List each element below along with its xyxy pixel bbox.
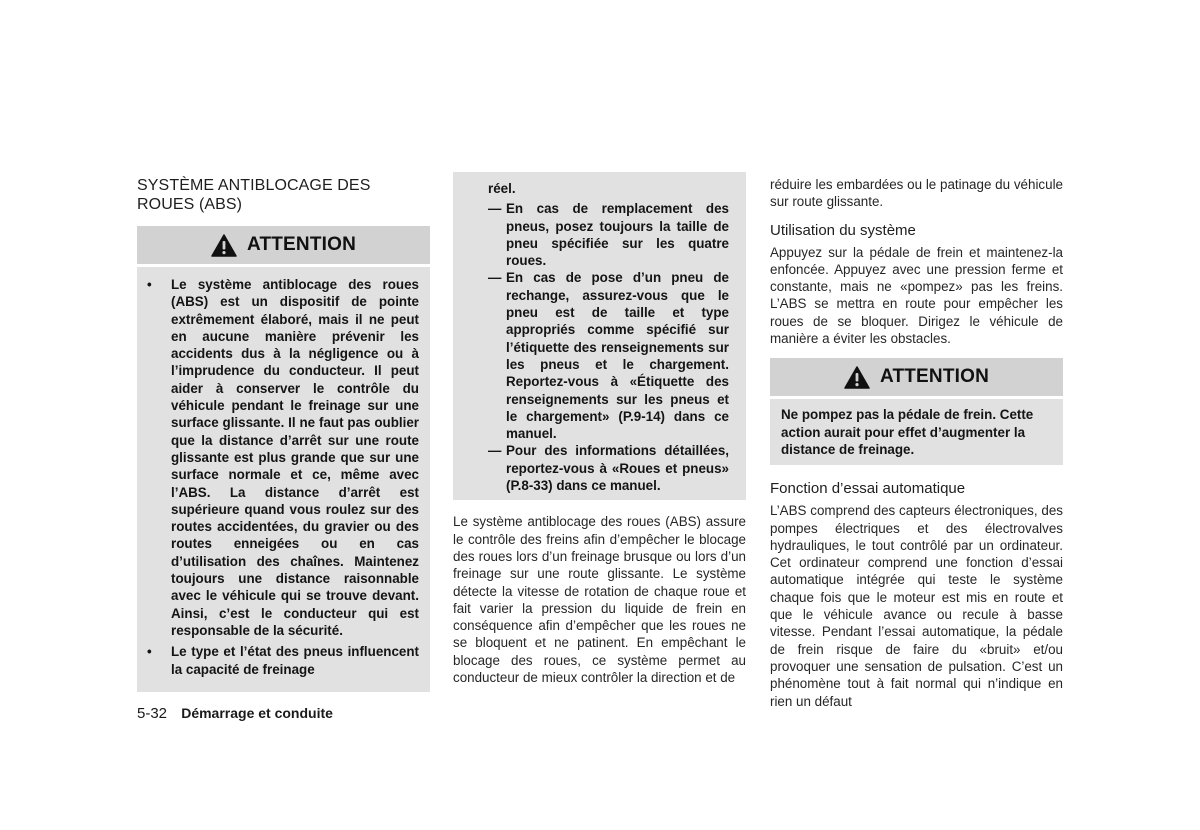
subsection-title-self-test: Fonction d’essai automatique: [770, 480, 966, 498]
warning-body: [137, 267, 430, 692]
footer-section-name: Démarrage et conduite: [181, 705, 333, 721]
warning-text: Ne pompez pas la pédale de frein. Cette action aurait pour effet d’augmenter la distance de freinage.: [781, 407, 1034, 457]
section-title: SYSTÈME ANTIBLOCAGE DES ROUES (ABS): [137, 177, 371, 213]
page-footer: [137, 703, 333, 724]
dash-item: [488, 269, 729, 442]
column-right: [770, 176, 1063, 710]
dash-item-text: En cas de pose d’un pneu de rechange, assurez-vous que le pneu est de taille et type appropriés comme spécifié sur l’étiquette des renseignements sur les pneus et le chargement. Reportez-vous à «Étiquette des renseignements sur les pneus et le chargement» (P.9-14) dans ce manuel.: [506, 270, 729, 442]
warning-bullet-text: • Le type et l’état des pneus influencent la capacité de freinage: [171, 644, 419, 677]
warning-bullet-text: • Le système antiblocage des roues (ABS) est un dispositif de pointe extrêmement élaboré, mais il ne peut en aucune manière prévenir les accidents dus à la négligence ou à l’imprudence du conducteur. Il peut aider à conserver le contrôle du véhicule pendant le freinage sur une surface glissante. Il ne faut pas oublier que la distance d’arrêt sur une route glissante est plus grande que sur une surface normale et ce, même avec l’ABS. La distance d’arrêt est supérieure quand vous roulez sur des routes accidentées, du gravier ou des routes enneigées ou en cas d’utilisation des chaînes. Maintenez toujours une distance raisonnable avec le véhicule qui se trouve devant. Ainsi, c’est le conducteur qui est responsable de la sécurité.: [171, 277, 419, 638]
warning-title: ATTENTION: [879, 366, 990, 388]
warning-continuation: [453, 172, 746, 500]
dash-item: [488, 200, 729, 269]
dash-mark: —: [488, 201, 502, 217]
warning-body: [770, 399, 1063, 465]
warning-triangle-icon: [211, 234, 237, 257]
self-test-text: L’ABS comprend des capteurs électroniques, des pompes électriques et des électrovalves hydrauliques, le tout contrôlé par un ordinateur. Cet ordinateur comprend une fonction d’essai automatique intégrée qui teste le système chaque fois que le moteur est mis en route et que le véhicule avance ou recule à basse vitesse. Pendant l’essai automatique, la pédale de frein risque de faire du «bruit» et/ou provoquer une sensation de pulsation. C’est un phénomène tout à fait normal qui n’indique en rien un défaut: [770, 503, 1063, 709]
warning-title: ATTENTION: [246, 234, 357, 255]
continuation-text: réel.: [488, 181, 516, 196]
warning-header: [770, 358, 1063, 396]
warning-header: [137, 226, 430, 264]
dash-mark: —: [488, 270, 502, 286]
warning-box-pedal: [770, 358, 1063, 465]
dash-item: [488, 442, 729, 494]
dash-mark: —: [488, 443, 502, 459]
column-left: [137, 176, 430, 692]
subsection-title-usage: Utilisation du système: [770, 221, 916, 239]
column-middle: [453, 172, 746, 686]
page-number: 5-32: [137, 705, 168, 722]
warning-box-abs: [137, 226, 430, 692]
abs-description: Le système antiblocage des roues (ABS) assure le contrôle des freins afin d’empêcher le blocage des roues lors d’un freinage brusque ou lors d’un freinage sur une route glissante. Le système détecte la vitesse de rotation de chaque roue et fait varier la pression du liquide de frein en conséquence afin d’empêcher que les roues ne se bloquent et ne patinent. En empêchant le blocage des roues, ce système permet au conducteur de mieux contrôler la direction et de: [453, 514, 746, 686]
intro-text: réduire les embardées ou le patinage du véhicule sur route glissante.: [770, 177, 1063, 210]
warning-triangle-icon: [844, 366, 870, 389]
warning-bullet: [137, 276, 419, 639]
dash-item-text: Pour des informations détaillées, reportez-vous à «Roues et pneus» (P.8-33) dans ce manuel.: [506, 443, 729, 494]
usage-text: Appuyez sur la pédale de frein et maintenez-la enfoncée. Appuyez avec une pression ferme et constante, mais ne «pompez» pas les freins. L’ABS se mettra en route pour empêcher les roues de se bloquer. Dirigez le véhicule de manière a éviter les obstacles.: [770, 244, 1063, 347]
dash-item-text: En cas de remplacement des pneus, posez toujours la taille de pneu spécifiée sur les quatre roues.: [506, 201, 729, 269]
warning-bullet: [137, 643, 419, 678]
